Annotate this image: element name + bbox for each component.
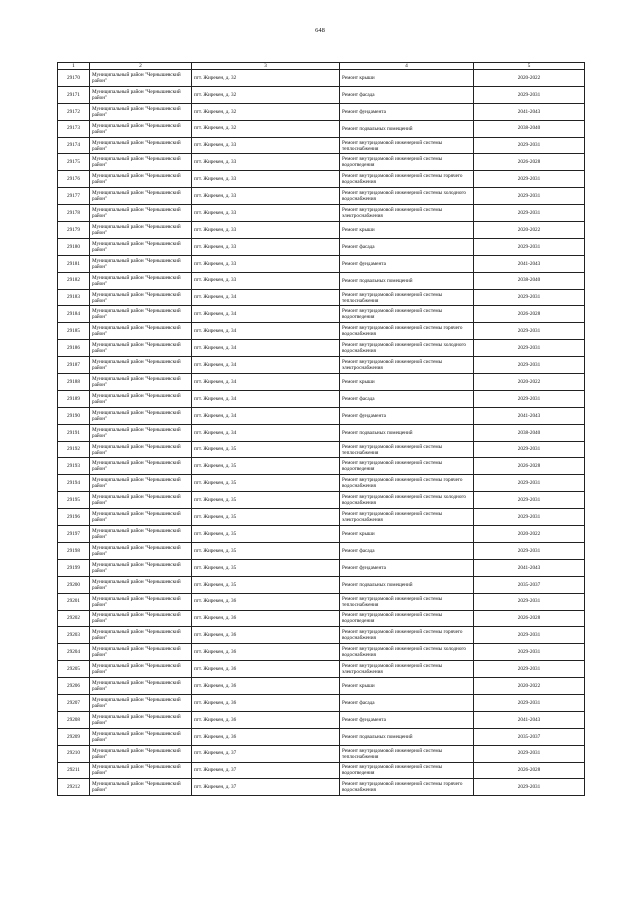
table-row (58, 745, 585, 762)
row-number-cell: 29183 (58, 289, 90, 306)
row-number-cell: 29211 (58, 762, 90, 779)
address-cell: пгт. Жирекен, д. 33 (192, 188, 340, 205)
municipality-cell: Муниципальный район "Чернышевский район" (90, 238, 192, 255)
row-number-cell: 29206 (58, 678, 90, 695)
address-cell: пгт. Жирекен, д. 34 (192, 323, 340, 340)
period-cell: 2038-2040 (474, 424, 585, 441)
period-cell: 2026-2028 (474, 458, 585, 475)
table-row (58, 627, 585, 644)
address-cell: пгт. Жирекен, д. 37 (192, 745, 340, 762)
row-number-cell: 29182 (58, 272, 90, 289)
row-number-cell: 29180 (58, 238, 90, 255)
work-type-cell: Ремонт фасада (340, 542, 474, 559)
municipality-cell: Муниципальный район "Чернышевский район" (90, 306, 192, 323)
period-cell: 2029-2031 (474, 644, 585, 661)
municipality-cell: Муниципальный район "Чернышевский район" (90, 458, 192, 475)
row-number-cell: 29205 (58, 661, 90, 678)
period-cell: 2038-2040 (474, 120, 585, 137)
municipality-cell: Муниципальный район "Чернышевский район" (90, 424, 192, 441)
repair-schedule-table (57, 62, 585, 796)
table-row (58, 272, 585, 289)
period-cell: 2029-2031 (474, 627, 585, 644)
municipality-cell: Муниципальный район "Чернышевский район" (90, 70, 192, 87)
address-cell: пгт. Жирекен, д. 35 (192, 576, 340, 593)
table-row (58, 390, 585, 407)
row-number-cell: 29203 (58, 627, 90, 644)
address-cell: пгт. Жирекен, д. 37 (192, 779, 340, 796)
row-number-cell: 29209 (58, 728, 90, 745)
table-row (58, 357, 585, 374)
row-number-cell: 29175 (58, 154, 90, 171)
table-row (58, 171, 585, 188)
municipality-cell: Муниципальный район "Чернышевский район" (90, 120, 192, 137)
municipality-cell: Муниципальный район "Чернышевский район" (90, 694, 192, 711)
municipality-cell: Муниципальный район "Чернышевский район" (90, 255, 192, 272)
period-cell: 2035-2037 (474, 576, 585, 593)
period-cell: 2029-2031 (474, 137, 585, 154)
work-type-cell: Ремонт крыши (340, 70, 474, 87)
municipality-cell: Муниципальный район "Чернышевский район" (90, 441, 192, 458)
table-row (58, 323, 585, 340)
period-cell: 2020-2022 (474, 70, 585, 87)
period-cell: 2020-2022 (474, 222, 585, 239)
municipality-cell: Муниципальный район "Чернышевский район" (90, 390, 192, 407)
work-type-cell: Ремонт внутридомовой инженерной системы водоотведения (340, 306, 474, 323)
row-number-cell: 29176 (58, 171, 90, 188)
municipality-cell: Муниципальный район "Чернышевский район" (90, 542, 192, 559)
table-row (58, 238, 585, 255)
row-number-cell: 29194 (58, 475, 90, 492)
work-type-cell: Ремонт фундамента (340, 559, 474, 576)
table-row (58, 492, 585, 509)
period-cell: 2029-2031 (474, 593, 585, 610)
row-number-cell: 29174 (58, 137, 90, 154)
period-cell: 2041-2043 (474, 559, 585, 576)
work-type-cell: Ремонт внутридомовой инженерной системы горячего водоснабжения (340, 323, 474, 340)
period-cell: 2029-2031 (474, 694, 585, 711)
row-number-cell: 29184 (58, 306, 90, 323)
row-number-cell: 29212 (58, 779, 90, 796)
row-number-cell: 29210 (58, 745, 90, 762)
work-type-cell: Ремонт внутридомовой инженерной системы водоотведения (340, 610, 474, 627)
address-cell: пгт. Жирекен, д. 32 (192, 103, 340, 120)
row-number-cell: 29200 (58, 576, 90, 593)
address-cell: пгт. Жирекен, д. 37 (192, 762, 340, 779)
work-type-cell: Ремонт внутридомовой инженерной системы теплоснабжения (340, 289, 474, 306)
table-row (58, 694, 585, 711)
municipality-cell: Муниципальный район "Чернышевский район" (90, 610, 192, 627)
table-row (58, 593, 585, 610)
period-cell: 2029-2031 (474, 509, 585, 526)
address-cell: пгт. Жирекен, д. 36 (192, 627, 340, 644)
address-cell: пгт. Жирекен, д. 33 (192, 272, 340, 289)
municipality-cell: Муниципальный район "Чернышевский район" (90, 137, 192, 154)
work-type-cell: Ремонт подвальных помещений (340, 272, 474, 289)
table-row (58, 644, 585, 661)
period-cell: 2041-2043 (474, 711, 585, 728)
table-row (58, 711, 585, 728)
address-cell: пгт. Жирекен, д. 33 (192, 205, 340, 222)
period-cell: 2041-2043 (474, 103, 585, 120)
period-cell: 2041-2043 (474, 255, 585, 272)
period-cell: 2029-2031 (474, 661, 585, 678)
table-body (58, 63, 585, 796)
period-cell: 2029-2031 (474, 86, 585, 103)
table-row (58, 542, 585, 559)
work-type-cell: Ремонт крыши (340, 374, 474, 391)
address-cell: пгт. Жирекен, д. 34 (192, 374, 340, 391)
address-cell: пгт. Жирекен, д. 33 (192, 222, 340, 239)
table-row (58, 205, 585, 222)
period-cell: 2029-2031 (474, 188, 585, 205)
period-cell: 2029-2031 (474, 390, 585, 407)
row-number-cell: 29172 (58, 103, 90, 120)
work-type-cell: Ремонт внутридомовой инженерной системы водоотведения (340, 762, 474, 779)
period-cell: 2029-2031 (474, 205, 585, 222)
work-type-cell: Ремонт фасада (340, 390, 474, 407)
address-cell: пгт. Жирекен, д. 35 (192, 509, 340, 526)
work-type-cell: Ремонт внутридомовой инженерной системы холодного водоснабжения (340, 188, 474, 205)
work-type-cell: Ремонт внутридомовой инженерной системы электроснабжения (340, 205, 474, 222)
period-cell: 2026-2028 (474, 154, 585, 171)
row-number-cell: 29208 (58, 711, 90, 728)
table-row (58, 255, 585, 272)
table-row (58, 610, 585, 627)
table-row (58, 678, 585, 695)
row-number-cell: 29202 (58, 610, 90, 627)
address-cell: пгт. Жирекен, д. 35 (192, 492, 340, 509)
period-cell: 2029-2031 (474, 542, 585, 559)
row-number-cell: 29186 (58, 340, 90, 357)
table-row (58, 70, 585, 87)
municipality-cell: Муниципальный район "Чернышевский район" (90, 323, 192, 340)
work-type-cell: Ремонт внутридомовой инженерной системы горячего водоснабжения (340, 627, 474, 644)
table-row (58, 86, 585, 103)
period-cell: 2029-2031 (474, 289, 585, 306)
work-type-cell: Ремонт фасада (340, 86, 474, 103)
work-type-cell: Ремонт внутридомовой инженерной системы теплоснабжения (340, 593, 474, 610)
municipality-cell: Муниципальный район "Чернышевский район" (90, 103, 192, 120)
row-number-cell: 29198 (58, 542, 90, 559)
period-cell: 2038-2040 (474, 272, 585, 289)
municipality-cell: Муниципальный район "Чернышевский район" (90, 205, 192, 222)
table-row (58, 728, 585, 745)
address-cell: пгт. Жирекен, д. 35 (192, 475, 340, 492)
table-row (58, 340, 585, 357)
municipality-cell: Муниципальный район "Чернышевский район" (90, 272, 192, 289)
municipality-cell: Муниципальный район "Чернышевский район" (90, 509, 192, 526)
work-type-cell: Ремонт внутридомовой инженерной системы водоотведения (340, 458, 474, 475)
period-cell: 2020-2022 (474, 678, 585, 695)
municipality-cell: Муниципальный район "Чернышевский район" (90, 644, 192, 661)
table-row (58, 154, 585, 171)
address-cell: пгт. Жирекен, д. 33 (192, 255, 340, 272)
work-type-cell: Ремонт фундамента (340, 711, 474, 728)
period-cell: 2026-2028 (474, 306, 585, 323)
address-cell: пгт. Жирекен, д. 36 (192, 678, 340, 695)
municipality-cell: Муниципальный район "Чернышевский район" (90, 289, 192, 306)
municipality-cell: Муниципальный район "Чернышевский район" (90, 222, 192, 239)
work-type-cell: Ремонт фундамента (340, 255, 474, 272)
municipality-cell: Муниципальный район "Чернышевский район" (90, 678, 192, 695)
row-number-cell: 29171 (58, 86, 90, 103)
table-row (58, 559, 585, 576)
address-cell: пгт. Жирекен, д. 36 (192, 711, 340, 728)
municipality-cell: Муниципальный район "Чернышевский район" (90, 661, 192, 678)
work-type-cell: Ремонт фундамента (340, 407, 474, 424)
municipality-cell: Муниципальный район "Чернышевский район" (90, 86, 192, 103)
work-type-cell: Ремонт внутридомовой инженерной системы теплоснабжения (340, 441, 474, 458)
period-cell: 2020-2022 (474, 374, 585, 391)
period-cell: 2029-2031 (474, 357, 585, 374)
work-type-cell: Ремонт подвальных помещений (340, 576, 474, 593)
table-row (58, 762, 585, 779)
work-type-cell: Ремонт внутридомовой инженерной системы холодного водоснабжения (340, 492, 474, 509)
table-row (58, 103, 585, 120)
row-number-cell: 29179 (58, 222, 90, 239)
row-number-cell: 29188 (58, 374, 90, 391)
work-type-cell: Ремонт фасада (340, 238, 474, 255)
municipality-cell: Муниципальный район "Чернышевский район" (90, 728, 192, 745)
address-cell: пгт. Жирекен, д. 34 (192, 357, 340, 374)
row-number-cell: 29195 (58, 492, 90, 509)
row-number-cell: 29193 (58, 458, 90, 475)
address-cell: пгт. Жирекен, д. 34 (192, 390, 340, 407)
period-cell: 2029-2031 (474, 323, 585, 340)
page-number: 648 (315, 27, 325, 34)
table-row (58, 526, 585, 543)
work-type-cell: Ремонт внутридомовой инженерной системы горячего водоснабжения (340, 171, 474, 188)
work-type-cell: Ремонт крыши (340, 222, 474, 239)
table-row (58, 424, 585, 441)
row-number-cell: 29201 (58, 593, 90, 610)
table-row (58, 306, 585, 323)
period-cell: 2029-2031 (474, 492, 585, 509)
work-type-cell: Ремонт внутридомовой инженерной системы холодного водоснабжения (340, 340, 474, 357)
column-number-3: 3 (192, 63, 340, 70)
municipality-cell: Муниципальный район "Чернышевский район" (90, 711, 192, 728)
row-number-cell: 29204 (58, 644, 90, 661)
table-row (58, 441, 585, 458)
work-type-cell: Ремонт внутридомовой инженерной системы горячего водоснабжения (340, 475, 474, 492)
table-row (58, 289, 585, 306)
municipality-cell: Муниципальный район "Чернышевский район" (90, 357, 192, 374)
work-type-cell: Ремонт фундамента (340, 103, 474, 120)
row-number-cell: 29173 (58, 120, 90, 137)
row-number-cell: 29199 (58, 559, 90, 576)
work-type-cell: Ремонт подвальных помещений (340, 424, 474, 441)
table-row (58, 407, 585, 424)
address-cell: пгт. Жирекен, д. 34 (192, 306, 340, 323)
row-number-cell: 29196 (58, 509, 90, 526)
work-type-cell: Ремонт внутридомовой инженерной системы электроснабжения (340, 661, 474, 678)
period-cell: 2029-2031 (474, 745, 585, 762)
table-row (58, 374, 585, 391)
column-number-4: 4 (340, 63, 474, 70)
row-number-cell: 29197 (58, 526, 90, 543)
municipality-cell: Муниципальный район "Чернышевский район" (90, 576, 192, 593)
column-number-5: 5 (474, 63, 585, 70)
period-cell: 2026-2028 (474, 610, 585, 627)
row-number-cell: 29192 (58, 441, 90, 458)
row-number-cell: 29177 (58, 188, 90, 205)
period-cell: 2029-2031 (474, 779, 585, 796)
municipality-cell: Муниципальный район "Чернышевский район" (90, 762, 192, 779)
work-type-cell: Ремонт внутридомовой инженерной системы горячего водоснабжения (340, 779, 474, 796)
table-row (58, 137, 585, 154)
row-number-cell: 29181 (58, 255, 90, 272)
address-cell: пгт. Жирекен, д. 32 (192, 70, 340, 87)
address-cell: пгт. Жирекен, д. 34 (192, 340, 340, 357)
address-cell: пгт. Жирекен, д. 34 (192, 407, 340, 424)
row-number-cell: 29170 (58, 70, 90, 87)
address-cell: пгт. Жирекен, д. 35 (192, 441, 340, 458)
column-number-2: 2 (90, 63, 192, 70)
municipality-cell: Муниципальный район "Чернышевский район" (90, 559, 192, 576)
period-cell: 2035-2037 (474, 728, 585, 745)
municipality-cell: Муниципальный район "Чернышевский район" (90, 745, 192, 762)
address-cell: пгт. Жирекен, д. 34 (192, 289, 340, 306)
municipality-cell: Муниципальный район "Чернышевский район" (90, 526, 192, 543)
address-cell: пгт. Жирекен, д. 36 (192, 593, 340, 610)
address-cell: пгт. Жирекен, д. 34 (192, 424, 340, 441)
address-cell: пгт. Жирекен, д. 35 (192, 526, 340, 543)
work-type-cell: Ремонт крыши (340, 678, 474, 695)
table-row (58, 509, 585, 526)
row-number-cell: 29190 (58, 407, 90, 424)
work-type-cell: Ремонт подвальных помещений (340, 728, 474, 745)
address-cell: пгт. Жирекен, д. 33 (192, 171, 340, 188)
address-cell: пгт. Жирекен, д. 32 (192, 120, 340, 137)
table-row (58, 188, 585, 205)
period-cell: 2029-2031 (474, 238, 585, 255)
address-cell: пгт. Жирекен, д. 33 (192, 154, 340, 171)
address-cell: пгт. Жирекен, д. 33 (192, 137, 340, 154)
municipality-cell: Муниципальный район "Чернышевский район" (90, 475, 192, 492)
work-type-cell: Ремонт внутридомовой инженерной системы теплоснабжения (340, 137, 474, 154)
address-cell: пгт. Жирекен, д. 36 (192, 694, 340, 711)
table-row (58, 779, 585, 796)
work-type-cell: Ремонт крыши (340, 526, 474, 543)
work-type-cell: Ремонт внутридомовой инженерной системы водоотведения (340, 154, 474, 171)
municipality-cell: Муниципальный район "Чернышевский район" (90, 593, 192, 610)
municipality-cell: Муниципальный район "Чернышевский район" (90, 340, 192, 357)
table-row (58, 475, 585, 492)
address-cell: пгт. Жирекен, д. 32 (192, 86, 340, 103)
municipality-cell: Муниципальный район "Чернышевский район" (90, 171, 192, 188)
period-cell: 2029-2031 (474, 475, 585, 492)
municipality-cell: Муниципальный район "Чернышевский район" (90, 492, 192, 509)
address-cell: пгт. Жирекен, д. 35 (192, 458, 340, 475)
address-cell: пгт. Жирекен, д. 35 (192, 542, 340, 559)
work-type-cell: Ремонт внутридомовой инженерной системы теплоснабжения (340, 745, 474, 762)
work-type-cell: Ремонт внутридомовой инженерной системы электроснабжения (340, 509, 474, 526)
table-row (58, 576, 585, 593)
address-cell: пгт. Жирекен, д. 35 (192, 559, 340, 576)
work-type-cell: Ремонт подвальных помещений (340, 120, 474, 137)
address-cell: пгт. Жирекен, д. 36 (192, 661, 340, 678)
address-cell: пгт. Жирекен, д. 36 (192, 644, 340, 661)
municipality-cell: Муниципальный район "Чернышевский район" (90, 188, 192, 205)
row-number-cell: 29187 (58, 357, 90, 374)
municipality-cell: Муниципальный район "Чернышевский район" (90, 407, 192, 424)
column-number-row (58, 63, 585, 70)
table-row (58, 661, 585, 678)
period-cell: 2041-2043 (474, 407, 585, 424)
row-number-cell: 29185 (58, 323, 90, 340)
table-row (58, 222, 585, 239)
row-number-cell: 29178 (58, 205, 90, 222)
work-type-cell: Ремонт внутридомовой инженерной системы электроснабжения (340, 357, 474, 374)
period-cell: 2026-2028 (474, 762, 585, 779)
municipality-cell: Муниципальный район "Чернышевский район" (90, 154, 192, 171)
municipality-cell: Муниципальный район "Чернышевский район" (90, 627, 192, 644)
work-type-cell: Ремонт фасада (340, 694, 474, 711)
row-number-cell: 29207 (58, 694, 90, 711)
table-row (58, 120, 585, 137)
period-cell: 2029-2031 (474, 340, 585, 357)
period-cell: 2020-2022 (474, 526, 585, 543)
address-cell: пгт. Жирекен, д. 36 (192, 610, 340, 627)
column-number-1: 1 (58, 63, 90, 70)
municipality-cell: Муниципальный район "Чернышевский район" (90, 374, 192, 391)
row-number-cell: 29191 (58, 424, 90, 441)
period-cell: 2029-2031 (474, 441, 585, 458)
work-type-cell: Ремонт внутридомовой инженерной системы холодного водоснабжения (340, 644, 474, 661)
address-cell: пгт. Жирекен, д. 33 (192, 238, 340, 255)
table-row (58, 458, 585, 475)
row-number-cell: 29189 (58, 390, 90, 407)
period-cell: 2029-2031 (474, 171, 585, 188)
municipality-cell: Муниципальный район "Чернышевский район" (90, 779, 192, 796)
address-cell: пгт. Жирекен, д. 36 (192, 728, 340, 745)
